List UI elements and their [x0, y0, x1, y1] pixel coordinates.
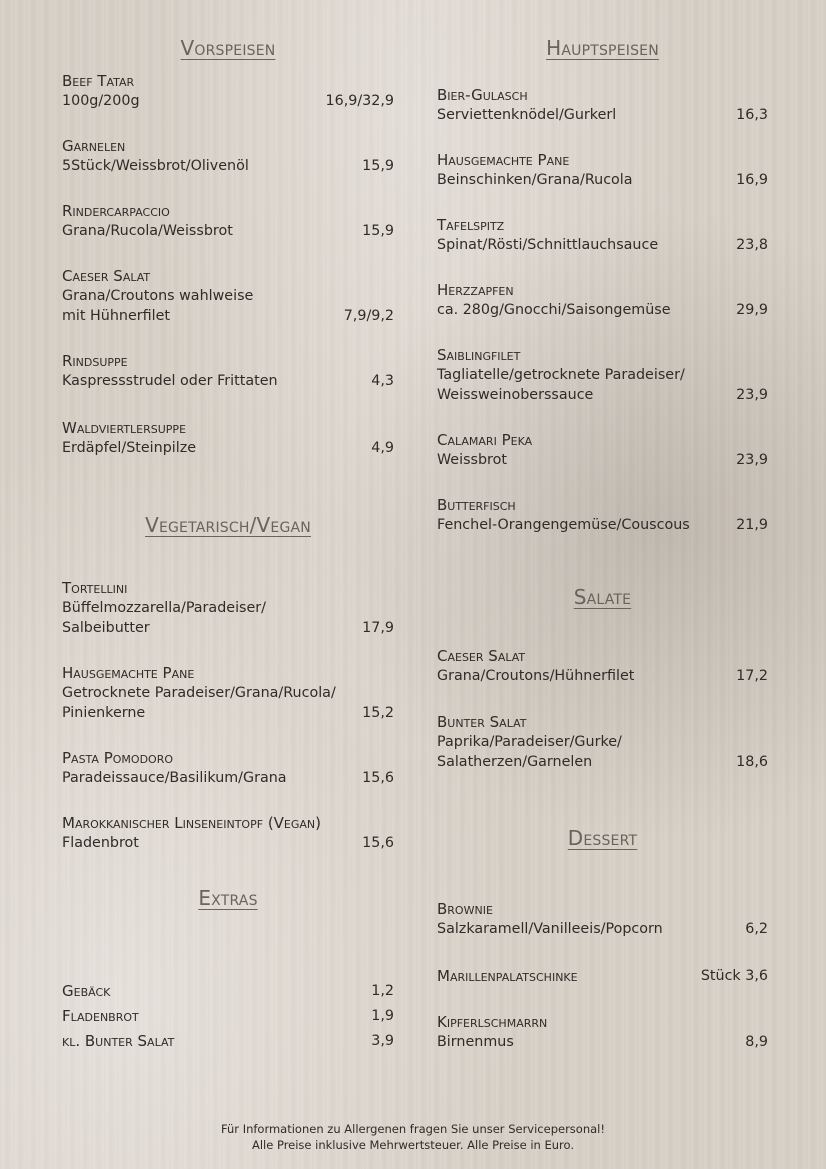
section-heading-hauptspeisen: Hauptspeisen [546, 36, 659, 60]
section-heading-extras: Extras [198, 886, 258, 910]
menu-item-name: Kipferlschmarrn [437, 1013, 548, 1031]
menu-item-description: Pinienkerne [62, 705, 146, 721]
menu-item-price: 1,2 [371, 983, 394, 999]
menu-item-name: Caeser Salat [62, 267, 151, 285]
menu-item-price: 16,9/32,9 [325, 93, 394, 109]
menu-item-description: Getrocknete Paradeiser/Grana/Rucola/ [62, 685, 336, 701]
menu-item-price: 1,9 [371, 1008, 394, 1024]
menu-item-saiblingfilet [437, 345, 768, 405]
menu-item-marillenpalatschinke [437, 966, 768, 986]
menu-item-gebaeck [62, 981, 394, 1001]
menu-item-name: Marokkanischer Linseneintopf (Vegan) [62, 814, 322, 832]
menu-item-price: 16,9 [736, 172, 768, 188]
menu-item-description: Spinat/Rösti/Schnittlauchsauce [437, 237, 659, 253]
menu-item-name: Saiblingfilet [437, 346, 521, 364]
menu-item-price: 8,9 [745, 1034, 768, 1050]
menu-item-bunter-salat [437, 712, 768, 772]
menu-item-name: Rindercarpaccio [62, 202, 170, 220]
menu-item-price: 17,9 [362, 620, 394, 636]
menu-item-price: 18,6 [736, 754, 768, 770]
menu-item-description: Salzkaramell/Vanilleeis/Popcorn [437, 921, 663, 937]
menu-item-name: Marillenpalatschinke [437, 967, 578, 985]
menu-item-description: ca. 280g/Gnocchi/Saisongemüse [437, 302, 671, 318]
menu-item-price: 4,9 [371, 440, 394, 456]
menu-item-description: Beinschinken/Grana/Rucola [437, 172, 633, 188]
menu-item-price: 15,6 [362, 770, 394, 786]
menu-item-name: Bunter Salat [437, 713, 527, 731]
menu-item-description: 100g/200g [62, 93, 140, 109]
section-heading-salate: Salate [573, 585, 632, 609]
menu-item-description: mit Hühnerfilet [62, 308, 171, 324]
menu-item-description: Erdäpfel/Steinpilze [62, 440, 197, 456]
menu-item-description: Serviettenknödel/Gurkerl [437, 107, 617, 123]
menu-item-description: Grana/Croutons wahlweise [62, 288, 254, 304]
menu-item-garnelen [62, 136, 394, 176]
menu-item-price: 6,2 [745, 921, 768, 937]
section-heading-vegetarisch-vegan: Vegetarisch/Vegan [145, 513, 311, 537]
menu-item-price: 15,6 [362, 835, 394, 851]
menu-item-rindsuppe [62, 351, 394, 391]
menu-item-price: 23,9 [736, 452, 768, 468]
menu-item-fladenbrot [62, 1006, 394, 1026]
menu-item-pasta-pomodoro [62, 748, 394, 788]
menu-item-price: 23,9 [736, 387, 768, 403]
menu-item-tortellini [62, 578, 394, 638]
menu-item-price: 4,3 [371, 373, 394, 389]
menu-item-name: Beef Tatar [62, 72, 135, 90]
menu-item-price: 17,2 [736, 668, 768, 684]
menu-item-description: Büffelmozzarella/Paradeiser/ [62, 600, 266, 616]
menu-item-description: Birnenmus [437, 1034, 514, 1050]
menu-item-name: Hausgemachte Pane [437, 151, 570, 169]
menu-item-name: Gebäck [62, 982, 111, 1000]
menu-item-herzzapfen [437, 280, 768, 320]
menu-item-price: 16,3 [736, 107, 768, 123]
menu-item-name: Calamari Peka [437, 431, 533, 449]
menu-item-description: 5Stück/Weissbrot/Olivenöl [62, 158, 249, 174]
section-heading-dessert: Dessert [567, 826, 638, 850]
menu-item-caeser-salat [62, 266, 394, 326]
allergen-note: Für Informationen zu Allergenen fragen Sie unser Servicepersonal! [221, 1122, 605, 1136]
menu-item-description: Grana/Rucola/Weissbrot [62, 223, 233, 239]
menu-item-name: Fladenbrot [62, 1007, 139, 1025]
menu-item-price: 7,9/9,2 [343, 308, 394, 324]
menu-item-rindercarpaccio [62, 201, 394, 241]
menu-item-name: Tortellini [62, 579, 128, 597]
menu-item-price: 3,9 [371, 1033, 394, 1049]
menu-item-price: Stück 3,6 [700, 968, 768, 984]
menu-item-price: 15,9 [362, 158, 394, 174]
price-note: Alle Preise inklusive Mehrwertsteuer. Alle Preise in Euro. [251, 1138, 575, 1152]
menu-item-name: Garnelen [62, 137, 126, 155]
menu-item-name: Hausgemachte Pane [62, 664, 195, 682]
menu-item-description: Tagliatelle/getrocknete Paradeiser/ [437, 367, 685, 383]
menu-item-description: Grana/Croutons/Hühnerfilet [437, 668, 635, 684]
menu-item-hausgemachte-pane-2 [437, 150, 768, 190]
menu-item-price: 15,9 [362, 223, 394, 239]
menu-item-name: Herzzapfen [437, 281, 514, 299]
menu-item-description: Salatherzen/Garnelen [437, 754, 593, 770]
menu-item-caeser-salat-2 [437, 646, 768, 686]
menu-item-name: Butterfisch [437, 496, 516, 514]
section-heading-vorspeisen: Vorspeisen [180, 36, 276, 60]
menu-item-description: Fenchel-Orangengemüse/Couscous [437, 517, 690, 533]
menu-item-price: 15,2 [362, 705, 394, 721]
menu-item-price: 21,9 [736, 517, 768, 533]
menu-item-description: Weissweinoberssauce [437, 387, 594, 403]
menu-item-name: Pasta Pomodoro [62, 749, 173, 767]
menu-item-calamari-peka [437, 430, 768, 470]
menu-item-name: Caeser Salat [437, 647, 526, 665]
menu-item-description: Paprika/Paradeiser/Gurke/ [437, 734, 622, 750]
menu-item-butterfisch [437, 495, 768, 535]
footer-note [0, 1121, 826, 1153]
menu-item-brownie [437, 899, 768, 939]
menu-item-kipferlschmarrn [437, 1012, 768, 1052]
menu-item-description: Kaspressstrudel oder Frittaten [62, 373, 278, 389]
menu-item-name: Rindsuppe [62, 352, 128, 370]
menu-item-name: Brownie [437, 900, 493, 918]
menu-item-hausgemachte-pane [62, 663, 394, 723]
menu-item-description: Salbeibutter [62, 620, 150, 636]
menu-item-bunter-salat-klein [62, 1031, 394, 1051]
menu-item-description: Paradeissauce/Basilikum/Grana [62, 770, 287, 786]
menu-item-tafelspitz [437, 215, 768, 255]
menu-item-name: Tafelspitz [437, 216, 505, 234]
menu-item-price: 29,9 [736, 302, 768, 318]
menu-item-description: Weissbrot [437, 452, 507, 468]
menu-item-name: Bier-Gulasch [437, 86, 528, 104]
menu-item-bier-gulasch [437, 85, 768, 125]
menu-item-linseneintopf [62, 813, 394, 853]
menu-item-description: Fladenbrot [62, 835, 139, 851]
menu-item-beef-tatar [62, 71, 394, 111]
menu-item-waldviertlersuppe [62, 418, 394, 458]
menu-item-name: Waldviertlersuppe [62, 419, 187, 437]
menu-item-name: kl. Bunter Salat [62, 1032, 175, 1050]
menu-item-price: 23,8 [736, 237, 768, 253]
